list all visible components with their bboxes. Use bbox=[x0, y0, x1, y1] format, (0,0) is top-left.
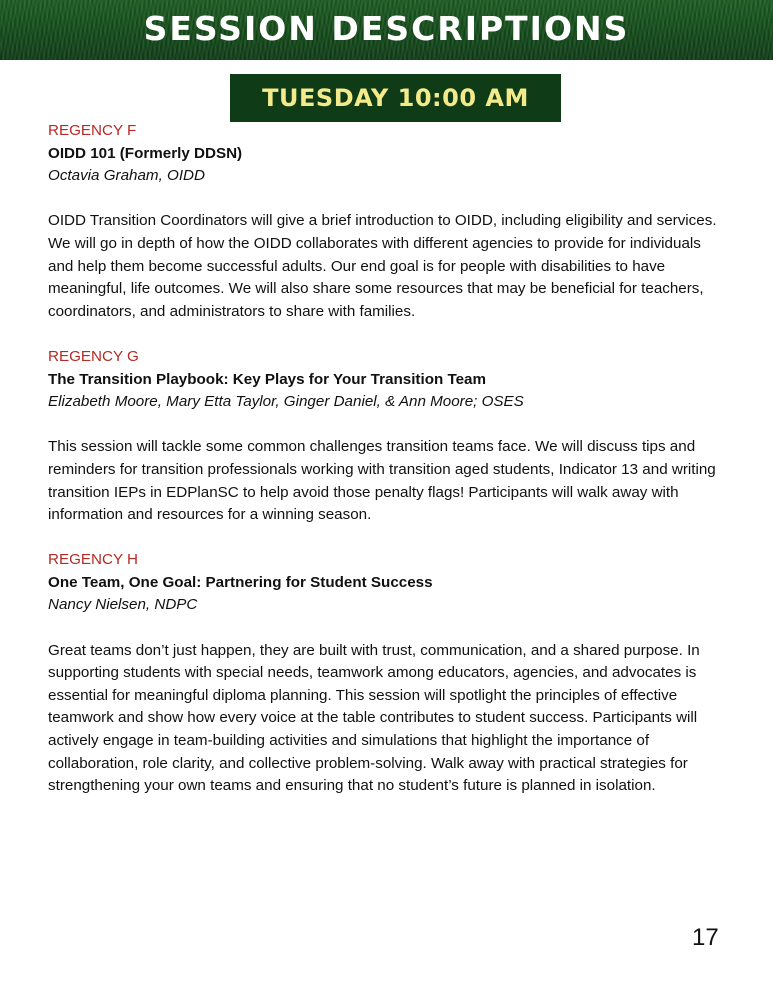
session-room: REGENCY G bbox=[48, 347, 139, 365]
sessions-list bbox=[48, 120, 728, 798]
session-regency-f bbox=[48, 120, 728, 323]
session-room: REGENCY F bbox=[48, 122, 137, 139]
day-time-label: TUESDAY 10:00 AM bbox=[262, 84, 529, 112]
session-regency-h bbox=[48, 549, 728, 798]
header-banner bbox=[0, 0, 773, 60]
session-speakers: Octavia Graham, OIDD bbox=[48, 167, 205, 185]
session-description: OIDD Transition Coordinators will give a brief introduction to OIDD, including eligibility and services. We will go in depth of how the OIDD collaborates with different agencies to provide for individuals and help them become successful adults. Our end goal is for people with disabilities to have meaningful, life outcomes. We will also share some resources that may be beneficial for teachers, coordinators, and administrators to share with families. bbox=[48, 212, 717, 320]
session-description: This session will tackle some common challenges transition teams face. We will discuss tips and reminders for transition professionals working with transition aged students, Indicator 13 and writing transition IEPs in EDPlanSC to help avoid those penalty flags! Participants will walk away with information and resources for a winning season. bbox=[48, 438, 716, 524]
session-title: OIDD 101 (Formerly DDSN) bbox=[48, 144, 243, 162]
day-time-box bbox=[230, 74, 561, 122]
session-speakers: Nancy Nielsen, NDPC bbox=[48, 596, 198, 614]
session-title: The Transition Playbook: Key Plays for Your Transition Team bbox=[48, 370, 487, 388]
session-title: One Team, One Goal: Partnering for Student Success bbox=[48, 573, 433, 591]
session-description: Great teams don’t just happen, they are built with trust, communication, and a shared purpose. In supporting students with special needs, teamwork among educators, agencies, and advocates is essential for meaningful diploma planning. This session will spotlight the principles of effective teamwork and show how every voice at the table contributes to student success. Participants will actively engage in team-building activities and simulations that highlight the importance of collaboration, role clarity, and collective problem-solving. Walk away with practical strategies for strengthening your own teams and ensuring that no student’s future is planned in isolation. bbox=[48, 641, 700, 795]
session-room: REGENCY H bbox=[48, 551, 139, 569]
session-speakers: Elizabeth Moore, Mary Etta Taylor, Ginger Daniel, & Ann Moore; OSES bbox=[48, 393, 524, 411]
page-number: 17 bbox=[692, 924, 719, 951]
page-title: SESSION DESCRIPTIONS bbox=[143, 9, 630, 48]
session-regency-g bbox=[48, 346, 728, 527]
